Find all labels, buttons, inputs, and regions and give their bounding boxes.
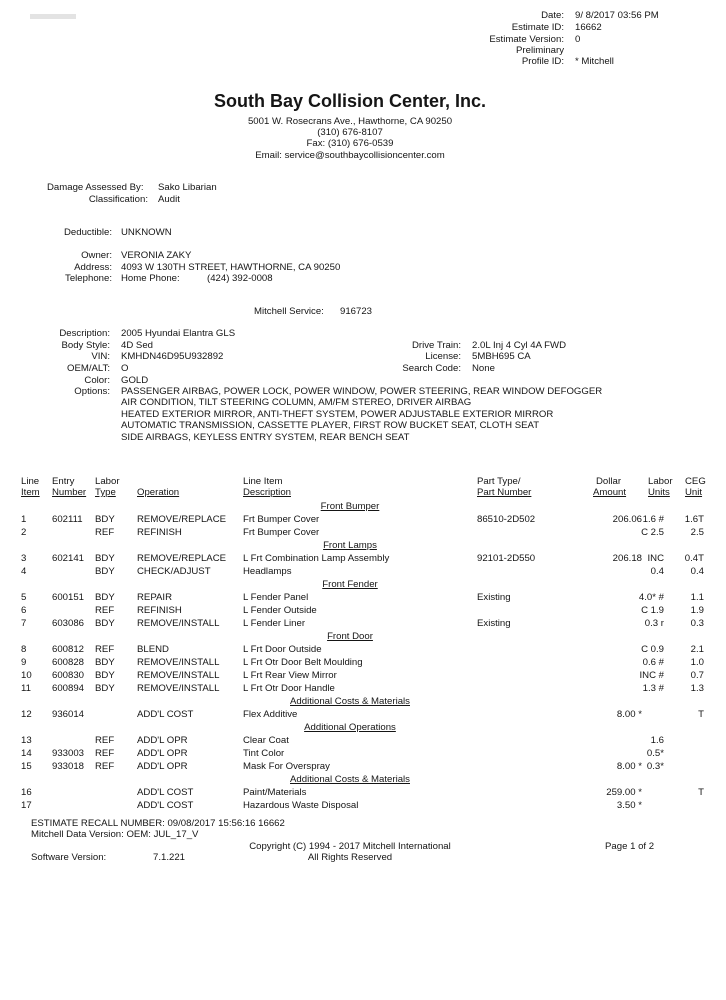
cell-ceg: 1.6T	[684, 514, 704, 525]
cell-line: 17	[21, 800, 32, 811]
estimate-version-label: Estimate Version:	[489, 34, 564, 45]
cell-amount: 3.50 *	[616, 800, 642, 811]
cell-ceg: 0.4	[690, 566, 704, 577]
options-line-4: AUTOMATIC TRANSMISSION, CASSETTE PLAYER, FIRST ROW BUCKET SEAT, CLOTH SEAT	[121, 420, 540, 431]
options-line-5: SIDE AIRBAGS, KEYLESS ENTRY SYSTEM, REAR BENCH SEAT	[121, 432, 410, 443]
cell-entry: 936014	[52, 709, 85, 720]
cell-ceg: 0.3	[690, 618, 704, 629]
cell-labor-type: BDY	[95, 553, 115, 564]
section-additional-costs-2: Additional Costs & Materials	[290, 774, 410, 785]
mitchell-data-version: Mitchell Data Version: OEM: JUL_17_V	[31, 829, 199, 840]
cell-labor-units: 1.6 #	[642, 514, 664, 525]
cell-operation: CHECK/ADJUST	[137, 566, 211, 577]
cell-description: L Fender Panel	[243, 592, 309, 603]
vin-label: VIN:	[91, 351, 110, 362]
cell-description: Mask For Overspray	[243, 761, 330, 772]
cell-entry: 933003	[52, 748, 85, 759]
cell-operation: ADD'L OPR	[137, 748, 188, 759]
cell-part: Existing	[477, 592, 511, 603]
cell-amount: 8.00 *	[616, 761, 642, 772]
cell-labor-type: BDY	[95, 514, 115, 525]
date-label: Date:	[541, 10, 564, 21]
scan-artifact	[30, 14, 76, 19]
cell-operation: ADD'L COST	[137, 709, 194, 720]
estimate-id-value: 16662	[575, 22, 602, 33]
cell-entry: 600830	[52, 670, 85, 681]
owner-value: VERONIA ZAKY	[121, 250, 192, 261]
cell-line: 7	[21, 618, 27, 629]
cell-line: 4	[21, 566, 27, 577]
cell-description: Headlamps	[243, 566, 292, 577]
hdr-type: Type	[95, 487, 116, 498]
cell-ceg: 1.0	[690, 657, 704, 668]
cell-description: Frt Bumper Cover	[243, 514, 320, 525]
cell-description: L Frt Rear View Mirror	[243, 670, 337, 681]
telephone-label: Telephone:	[65, 273, 112, 284]
cell-line: 6	[21, 605, 27, 616]
cell-entry: 600894	[52, 683, 85, 694]
hdr-operation: Operation	[137, 487, 180, 498]
hdr-line-item: Line Item	[243, 476, 283, 487]
oem-alt-label: OEM/ALT:	[66, 363, 110, 374]
cell-entry: 602111	[52, 514, 83, 525]
cell-amount: 206.18	[612, 553, 642, 564]
damage-assessed-value: Sako Libarian	[158, 182, 217, 193]
body-style-label: Body Style:	[61, 340, 110, 351]
hdr-amount: Amount	[593, 487, 627, 498]
cell-operation: ADD'L OPR	[137, 735, 188, 746]
cell-entry: 603086	[52, 618, 85, 629]
copyright-line-2: All Rights Reserved	[307, 852, 393, 863]
cell-operation: REFINISH	[137, 605, 182, 616]
cell-description: Hazardous Waste Disposal	[243, 800, 359, 811]
cell-line: 8	[21, 644, 27, 655]
cell-ceg: 1.9	[690, 605, 704, 616]
cell-line: 11	[21, 683, 31, 694]
mitchell-service-value: 916723	[340, 306, 373, 317]
estimate-version-value: 0	[575, 34, 581, 45]
cell-line: 1	[21, 514, 27, 525]
cell-labor-type: REF	[95, 735, 115, 746]
hdr-dollar: Dollar	[596, 476, 622, 487]
classification-value: Audit	[158, 194, 180, 205]
cell-description: Flex Additive	[243, 709, 298, 720]
hdr-part-type: Part Type/	[477, 476, 521, 487]
preliminary-label: Preliminary	[516, 45, 564, 56]
cell-operation: REMOVE/REPLACE	[137, 514, 227, 525]
cell-ceg: 2.1	[690, 644, 704, 655]
telephone-type: Home Phone:	[121, 273, 180, 284]
deductible-label: Deductible:	[64, 227, 112, 238]
options-line-3: HEATED EXTERIOR MIRROR, ANTI-THEFT SYSTEM, POWER ADJUSTABLE EXTERIOR MIRROR	[121, 409, 554, 420]
cell-labor-type: BDY	[95, 670, 115, 681]
drive-train-value: 2.0L Inj 4 Cyl 4A FWD	[472, 340, 567, 351]
search-code-value: None	[472, 363, 495, 374]
cell-labor-type: BDY	[95, 657, 115, 668]
cell-description: L Frt Otr Door Handle	[243, 683, 335, 694]
cell-description: Tint Color	[243, 748, 285, 759]
options-label: Options:	[74, 386, 110, 397]
cell-description: L Fender Liner	[243, 618, 306, 629]
cell-line: 15	[21, 761, 32, 772]
oem-alt-value: O	[121, 363, 129, 374]
cell-labor-type: REF	[95, 748, 115, 759]
shop-fax: Fax: (310) 676-0539	[306, 138, 394, 149]
cell-labor-units: C 1.9	[641, 605, 664, 616]
license-label: License:	[425, 351, 461, 362]
cell-entry: 600151	[52, 592, 85, 603]
damage-assessed-label: Damage Assessed By:	[47, 182, 144, 193]
hdr-entry: Entry	[52, 476, 75, 487]
cell-description: Clear Coat	[243, 735, 289, 746]
cell-labor-units: INC #	[639, 670, 664, 681]
estimate-id-label: Estimate ID:	[511, 22, 564, 33]
options-line-2: AIR CONDITION, TILT STEERING COLUMN, AM/FM STEREO, DRIVER AIRBAG	[121, 397, 472, 408]
cell-amount: 259.00 *	[606, 787, 642, 798]
cell-line: 12	[21, 709, 32, 720]
cell-labor-units: C 2.5	[641, 527, 664, 538]
section-front-door: Front Door	[327, 631, 373, 642]
cell-operation: REMOVE/REPLACE	[137, 553, 227, 564]
drive-train-label: Drive Train:	[411, 340, 461, 351]
cell-entry: 600812	[52, 644, 85, 655]
cell-operation: ADD'L COST	[137, 787, 194, 798]
license-value: 5MBH695 CA	[472, 351, 531, 362]
cell-operation: REMOVE/INSTALL	[137, 683, 220, 694]
classification-label: Classification:	[88, 194, 148, 205]
section-additional-costs: Additional Costs & Materials	[290, 696, 410, 707]
cell-amount: 8.00 *	[616, 709, 642, 720]
cell-part: Existing	[477, 618, 511, 629]
shop-name: South Bay Collision Center, Inc.	[213, 91, 487, 111]
color-label: Color:	[84, 375, 110, 386]
page-number: Page 1 of 2	[605, 841, 655, 852]
cell-line: 5	[21, 592, 27, 603]
software-version-label: Software Version:	[31, 852, 107, 863]
profile-id-value: * Mitchell	[575, 56, 614, 67]
cell-description: Frt Bumper Cover	[243, 527, 320, 538]
description-label: Description:	[59, 328, 110, 339]
body-style-value: 4D Sed	[121, 340, 153, 351]
section-front-fender: Front Fender	[322, 579, 378, 590]
cell-labor-type: REF	[95, 644, 115, 655]
hdr-item: Item	[21, 487, 40, 498]
cell-ceg: T	[698, 709, 704, 720]
cell-description: L Frt Combination Lamp Assembly	[243, 553, 390, 564]
date-value: 9/ 8/2017 03:56 PM	[575, 10, 659, 21]
hdr-units: Units	[648, 487, 670, 498]
cell-line: 13	[21, 735, 32, 746]
software-version-value: 7.1.221	[153, 852, 186, 863]
cell-labor-units: 0.3*	[646, 761, 664, 772]
cell-ceg: 0.4T	[684, 553, 704, 564]
hdr-part-number: Part Number	[477, 487, 532, 498]
cell-ceg: 2.5	[690, 527, 704, 538]
cell-description: L Fender Outside	[243, 605, 317, 616]
cell-labor-units: 4.0* #	[638, 592, 664, 603]
cell-labor-type: BDY	[95, 566, 115, 577]
cell-labor-units: INC	[647, 553, 664, 564]
cell-labor-units: C 0.9	[641, 644, 664, 655]
cell-entry: 600828	[52, 657, 85, 668]
cell-labor-units: 1.6	[650, 735, 664, 746]
hdr-labor-units-1: Labor	[648, 476, 673, 487]
cell-operation: ADD'L COST	[137, 800, 194, 811]
shop-address: 5001 W. Rosecrans Ave., Hawthorne, CA 90250	[247, 116, 453, 127]
cell-operation: REMOVE/INSTALL	[137, 670, 220, 681]
cell-description: L Frt Otr Door Belt Moulding	[243, 657, 363, 668]
cell-operation: REPAIR	[137, 592, 173, 603]
cell-line: 10	[21, 670, 32, 681]
cell-part: 92101-2D550	[477, 553, 536, 564]
cell-amount: 206.06	[612, 514, 642, 525]
cell-ceg: 1.3	[690, 683, 704, 694]
color-value: GOLD	[121, 375, 149, 386]
cell-labor-units: 0.6 #	[642, 657, 664, 668]
address-value: 4093 W 130TH STREET, HAWTHORNE, CA 90250	[121, 262, 341, 273]
cell-line: 16	[21, 787, 32, 798]
profile-id-label: Profile ID:	[521, 56, 564, 67]
estimate-recall-number: ESTIMATE RECALL NUMBER: 09/08/2017 15:56:16 16662	[31, 818, 285, 829]
hdr-ceg: CEG	[685, 476, 706, 487]
description-value: 2005 Hyundai Elantra GLS	[121, 328, 236, 339]
cell-operation: REMOVE/INSTALL	[137, 657, 220, 668]
cell-ceg: T	[698, 787, 704, 798]
cell-labor-units: 1.3 #	[642, 683, 664, 694]
cell-labor-units: 0.3 r	[644, 618, 664, 629]
deductible-value: UNKNOWN	[121, 227, 172, 238]
cell-entry: 933018	[52, 761, 85, 772]
search-code-label: Search Code:	[402, 363, 461, 374]
cell-labor-type: REF	[95, 527, 115, 538]
cell-operation: REMOVE/INSTALL	[137, 618, 220, 629]
cell-labor-units: 0.4	[650, 566, 664, 577]
mitchell-service-label: Mitchell Service:	[254, 306, 324, 317]
owner-label: Owner:	[81, 250, 112, 261]
cell-labor-type: BDY	[95, 683, 115, 694]
cell-operation: REFINISH	[137, 527, 182, 538]
telephone-value: (424) 392-0008	[207, 273, 273, 284]
cell-line: 3	[21, 553, 27, 564]
section-front-bumper: Front Bumper	[320, 501, 380, 512]
cell-description: Paint/Materials	[243, 787, 307, 798]
cell-operation: BLEND	[137, 644, 169, 655]
cell-labor-type: BDY	[95, 618, 115, 629]
cell-line: 2	[21, 527, 27, 538]
cell-entry: 602141	[52, 553, 85, 564]
options-line-1: PASSENGER AIRBAG, POWER LOCK, POWER WINDOW, POWER STEERING, REAR WINDOW DEFOGGER	[121, 386, 603, 397]
section-front-lamps: Front Lamps	[323, 540, 377, 551]
section-additional-operations: Additional Operations	[304, 722, 396, 733]
hdr-description: Description	[243, 487, 291, 498]
address-label: Address:	[74, 262, 112, 273]
shop-phone: (310) 676-8107	[317, 127, 383, 138]
hdr-labor: Labor	[95, 476, 120, 487]
cell-operation: ADD'L OPR	[137, 761, 188, 772]
copyright-line-1: Copyright (C) 1994 - 2017 Mitchell International	[249, 841, 451, 852]
vin-value: KMHDN46D95U932892	[121, 351, 224, 362]
cell-labor-type: BDY	[95, 592, 115, 603]
cell-ceg: 1.1	[690, 592, 704, 603]
hdr-ceg-unit: Unit	[685, 487, 703, 498]
cell-labor-type: REF	[95, 605, 115, 616]
cell-line: 14	[21, 748, 32, 759]
shop-email: Email: service@southbaycollisioncenter.com	[255, 150, 445, 161]
cell-description: L Frt Door Outside	[243, 644, 322, 655]
cell-line: 9	[21, 657, 27, 668]
cell-labor-type: REF	[95, 761, 115, 772]
cell-labor-units: 0.5*	[646, 748, 664, 759]
hdr-number: Number	[52, 487, 87, 498]
cell-part: 86510-2D502	[477, 514, 536, 525]
hdr-line: Line	[21, 476, 40, 487]
cell-ceg: 0.7	[690, 670, 704, 681]
